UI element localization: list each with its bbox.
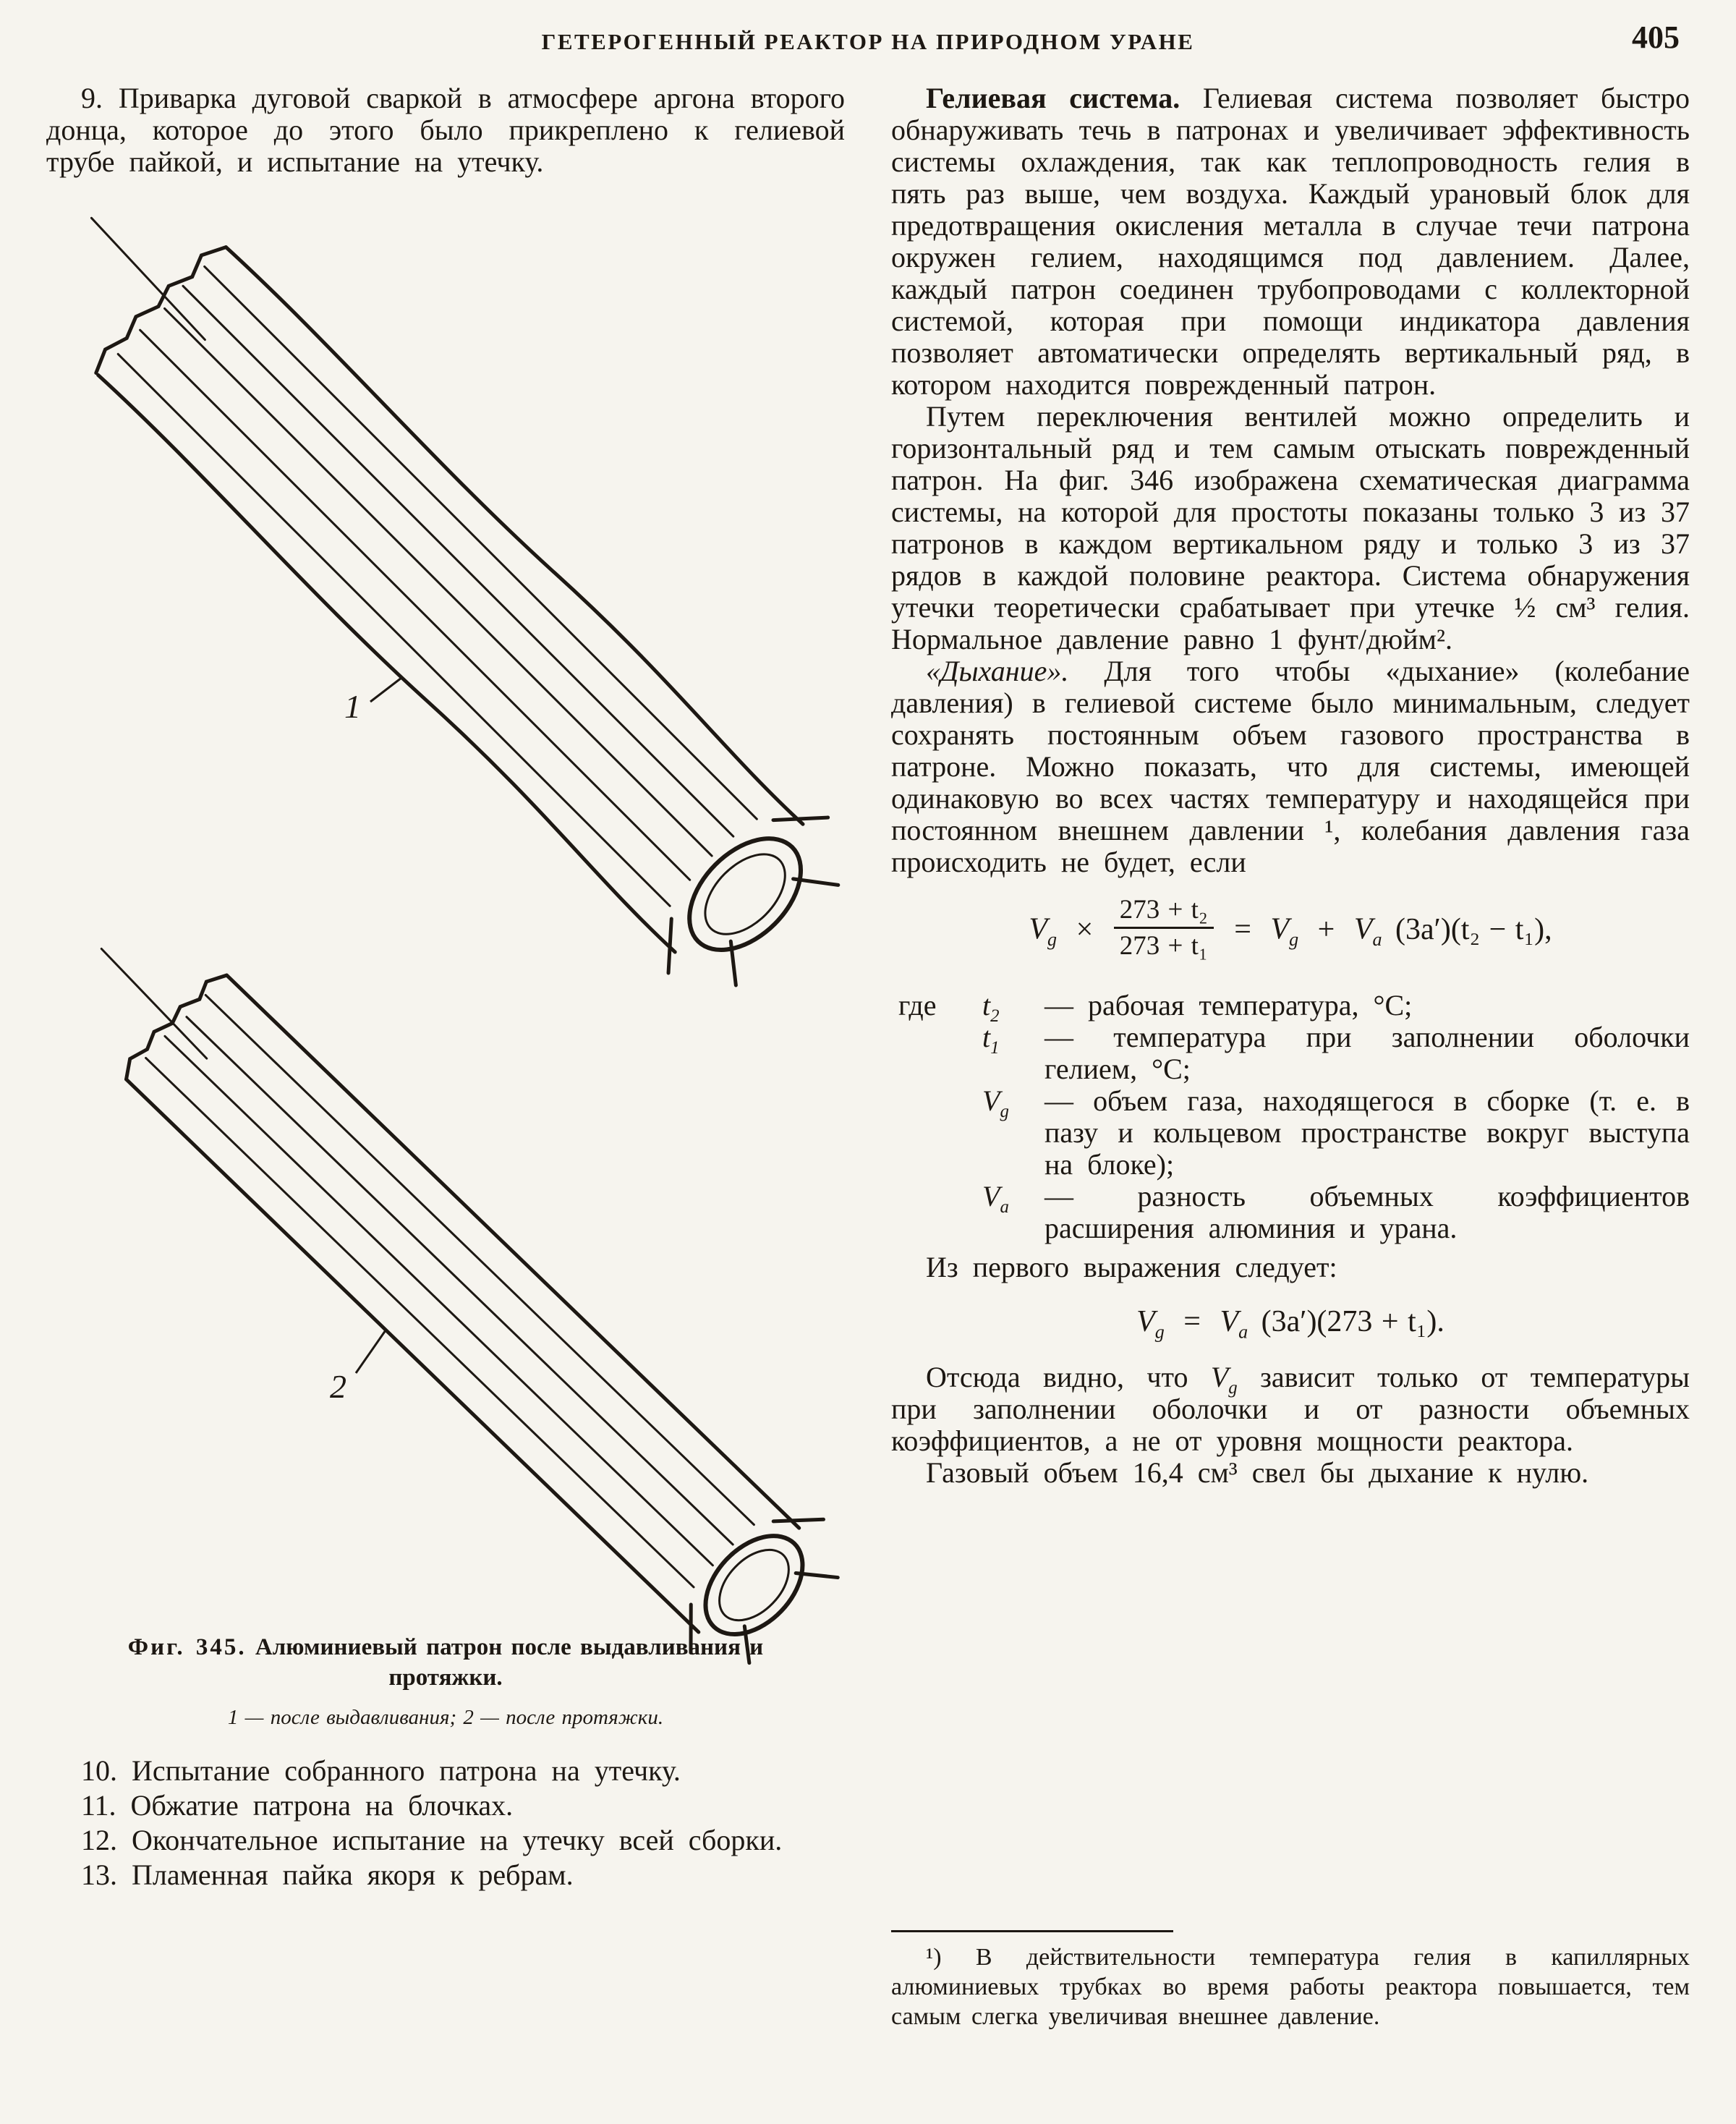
footnote-block [891,1911,1690,2050]
formula1-tail: (3a′)(t₂ − t₁), [1395,912,1552,946]
step-9-paragraph: 9. Приварка дуговой сваркой в атмосфере аргона второго донца, которое до этого было прикреплено к гелиевой трубе пайкой, и испытание на утечку. [46,82,845,178]
figure-callout-1: 1 [344,688,361,725]
two-column-layout [46,82,1690,2050]
follows-line: Из первого выражения следует: [926,1250,1337,1283]
formula2-lhs-sub: g [1154,1321,1165,1343]
tube-after-extrusion [2,150,867,1014]
helium-system-text: Гелиевая система позволяет быстро обнаруживать течь в патронах и увеличивает эффективность системы охлаждения, так как теплопроводность гелия в пять раз выше, чем воздуха. Каждый урановый блок для предотвращения окисления металла в случае течи патрона окружен гелием, находящимся под давлением. Далее, каждый патрон соединен трубопроводами с коллекторной системой, которая при помощи индикатора давления позволяет автоматически определять вертикальный ряд, в котором находится поврежденный патрон. [891,82,1690,401]
figure-caption-number: Фиг. 345. [127,1634,247,1660]
term-t2: t [982,988,991,1021]
formula1-rhs-var2: V [1353,912,1373,946]
term-t2-sub: 2 [990,1006,1000,1026]
conclusion-var-sub: g [1228,1378,1238,1398]
figure-caption [78,1632,813,1693]
assembly-steps [46,1755,845,1891]
conclusion-before: Отсюда видно, что [926,1361,1211,1394]
conclusion-var: V [1210,1361,1229,1394]
where-items [978,990,1690,1244]
page-number: 405 [1632,20,1680,55]
term-vg: V [982,1084,1000,1117]
formula2-rhs-var: V [1220,1304,1239,1338]
formula1-rhs-sub2: a [1372,928,1382,950]
running-title: ГЕТЕРОГЕННЫЙ РЕАКТОР НА ПРИРОДНОМ УРАНЕ [541,29,1195,54]
page-header [46,19,1690,82]
footnote-text: ¹) В действительности температура гелия в капиллярных алюминиевых трубках во время работы реактора повышается, тем самым слегка увеличивая внешнее давление. [891,1944,1690,2030]
breathing-heading: «Дыхание». [926,655,1069,687]
where-item-t2 [978,988,1690,1026]
formula1-fraction [1114,895,1214,961]
formula1-lhs-var: V [1029,912,1048,946]
where-label: где [898,988,937,1021]
formula2-rhs-sub: a [1238,1321,1248,1343]
formula1-denominator: 273 + t₁ [1119,931,1208,961]
right-column [891,82,1690,2050]
where-block [891,990,1690,1244]
conclusion-after: зависит только от температуры при заполнении оболочки и от разности объемных коэффициентов, а не от уровня мощности реактора. [891,1361,1690,1458]
pressure-balance-formula [891,895,1690,965]
breathing-text: Для того чтобы «дыхание» (колебание давления) в гелиевой системе было минимальным, следует сохранять постоянным объем газового пространства в патроне. Можно показать, что для системы, имеющей одинаковую во всех частях температуру и находящейся при постоянном внешнем давлении ¹, колебания давления газа происходить не будет, если [891,655,1690,878]
formula2-equals: = [1183,1304,1201,1338]
term-t1-desc: — температура при заполнении оболочки гелием, °С; [1044,1020,1690,1085]
gas-volume-formula [891,1304,1690,1343]
term-va: V [982,1179,1000,1212]
valve-switching-paragraph: Путем переключения вентилей можно определить и горизонтальный ряд и тем самым отыскать поврежденный патрон. На фиг. 346 изображена схематическая диаграмма системы, на которой для простоты показаны только 3 из 37 патронов в каждом вертикальном ряду и только 3 из 37 рядов в каждой половине реактора. Система обнаружения утечки теоретически срабатывает при утечке ½ см³ гелия. Нормальное давление равно 1 фунт/дюйм². [891,400,1690,655]
helium-system-paragraph [891,82,1690,401]
term-va-desc: — разность объемных коэффициентов расширения алюминия и урана. [1044,1179,1690,1244]
formula2-tail: (3a′)(273 + t₁). [1261,1304,1444,1338]
formula1-rhs-var1: V [1270,912,1290,946]
formula1-plus: + [1317,912,1335,946]
formula1-lhs-sub: g [1047,928,1058,950]
where-item-va [978,1181,1690,1244]
step-11-paragraph: 11. Обжатие патрона на блочках. [81,1789,514,1822]
figure-legend: 1 — после выдавливания; 2 — после протяжки. [227,1706,664,1729]
step-12-paragraph: 12. Окончательное испытание на утечку всей сборки. [81,1824,783,1856]
term-t2-desc: — рабочая температура, °С; [1044,988,1413,1021]
step-10-paragraph: 10. Испытание собранного патрона на утечку. [81,1754,681,1787]
formula2-lhs-var: V [1136,1304,1155,1338]
formula1-rhs-sub1: g [1289,928,1299,950]
term-t1-sub: 1 [990,1037,1000,1058]
term-vg-desc: — объем газа, находящегося в сборке (т. е. в пазу и кольцевом пространстве вокруг выступа на блоке); [1044,1084,1690,1181]
term-vg-sub: g [1000,1101,1009,1121]
figure-caption-text: Алюминиевый патрон после выдавливания и протяжки. [255,1634,764,1691]
step-13-paragraph: 13. Пламенная пайка якоря к ребрам. [81,1858,574,1891]
where-item-vg [978,1085,1690,1181]
figure-345 [46,203,845,1613]
figure-callout-2: 2 [330,1368,346,1405]
conclusion-paragraph [891,1362,1690,1457]
gas-volume-paragraph: Газовый объем 16,4 см³ свел бы дыхание к нулю. [926,1456,1589,1490]
term-t1: t [982,1020,991,1053]
figure-345-drawing [46,203,845,1613]
formula1-equals: = [1234,912,1251,946]
helium-system-heading: Гелиевая система. [926,82,1180,114]
tube-after-drawing [34,883,860,1690]
where-item-t1 [978,1021,1690,1085]
left-column [46,82,845,2050]
formula1-numerator: 273 + t₂ [1114,895,1214,929]
breathing-paragraph [891,655,1690,878]
formula1-times: × [1076,912,1094,946]
footnote-divider [891,1930,1173,1932]
term-va-sub: a [1000,1197,1009,1217]
